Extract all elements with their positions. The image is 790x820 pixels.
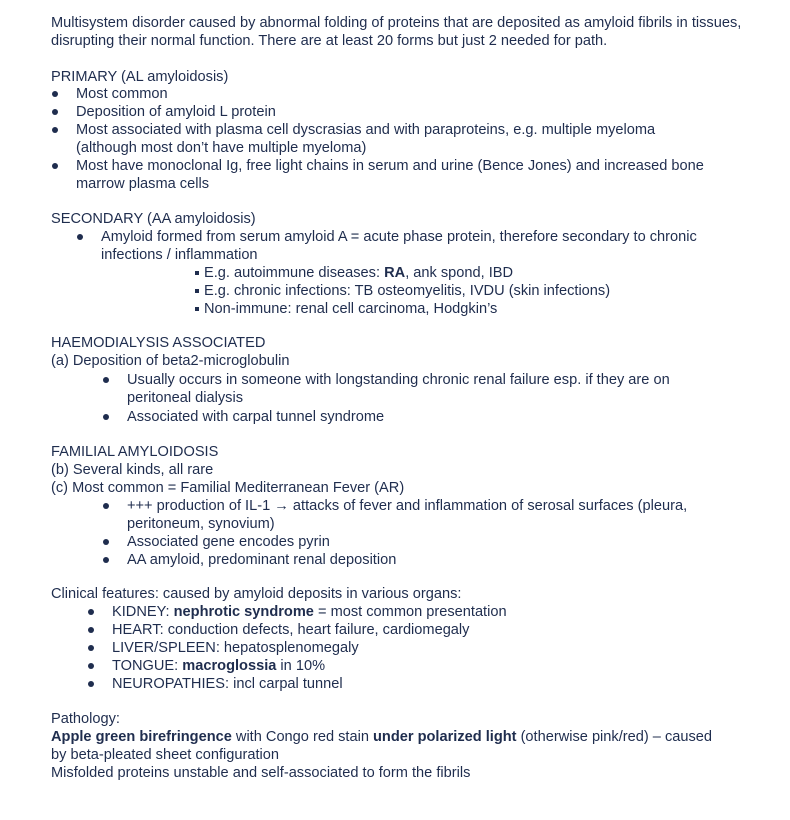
sub-list-item: Non-immune: renal cell carcinoma, Hodgkin’s: [204, 300, 764, 318]
list-item: TONGUE: macroglossia in 10%: [112, 657, 732, 675]
list-item: Deposition of amyloid L protein: [76, 103, 736, 121]
list-item: LIVER/SPLEEN: hepatosplenomegaly: [112, 639, 732, 657]
clinical-heading: Clinical features: caused by amyloid deposits in various organs:: [51, 586, 462, 602]
secondary-heading: SECONDARY (AA amyloidosis): [51, 211, 256, 227]
list-item: AA amyloid, predominant renal deposition: [127, 551, 737, 569]
pathology-paragraph: Misfolded proteins unstable and self-associated to form the fibrils: [51, 765, 471, 781]
pathology-paragraph: Apple green birefringence with Congo red stain under polarized light (otherwise pink/red) – caused by beta-pleated sheet configuration: [51, 729, 713, 763]
familial-point-c: (c) Most common = Familial Mediterranean Fever (AR): [51, 480, 405, 496]
familial-point-b: (b) Several kinds, all rare: [51, 462, 214, 478]
pathology-heading: Pathology:: [51, 711, 120, 727]
list-item: Most common: [76, 85, 736, 103]
list-item: KIDNEY: nephrotic syndrome = most common presentation: [112, 603, 732, 621]
haemodialysis-heading: HAEMODIALYSIS ASSOCIATED: [51, 335, 266, 351]
primary-heading: PRIMARY (AL amyloidosis): [51, 69, 229, 85]
list-item: +++ production of IL-1 → attacks of fever and inflammation of serosal surfaces (pleura, peritoneum, synovium): [127, 497, 737, 533]
list-item: HEART: conduction defects, heart failure, cardiomegaly: [112, 621, 732, 639]
sub-list-item: E.g. autoimmune diseases: RA, ank spond, IBD: [204, 264, 764, 282]
list-item: Most have monoclonal Ig, free light chains in serum and urine (Bence Jones) and increased bone marrow plasma cells: [76, 157, 716, 193]
list-item: Amyloid formed from serum amyloid A = acute phase protein, therefore secondary to chronic infections / inflammation: [101, 228, 711, 264]
list-item: Most associated with plasma cell dyscrasias and with paraproteins, e.g. multiple myeloma (although most don’t have multiple myeloma): [76, 121, 706, 157]
list-item: Associated gene encodes pyrin: [127, 533, 737, 551]
list-item: NEUROPATHIES: incl carpal tunnel: [112, 675, 732, 693]
list-item: Associated with carpal tunnel syndrome: [127, 408, 727, 426]
list-item: Usually occurs in someone with longstanding chronic renal failure esp. if they are on peritoneal dialysis: [127, 371, 727, 407]
intro-paragraph: Multisystem disorder caused by abnormal folding of proteins that are deposited as amyloid fibrils in tissues, disrupting their normal function. There are at least 20 forms but just 2 needed for path.: [51, 15, 742, 49]
familial-heading: FAMILIAL AMYLOIDOSIS: [51, 444, 219, 460]
sub-list-item: E.g. chronic infections: TB osteomyelitis, IVDU (skin infections): [204, 282, 764, 300]
haemodialysis-point-a: (a) Deposition of beta2-microglobulin: [51, 353, 290, 369]
